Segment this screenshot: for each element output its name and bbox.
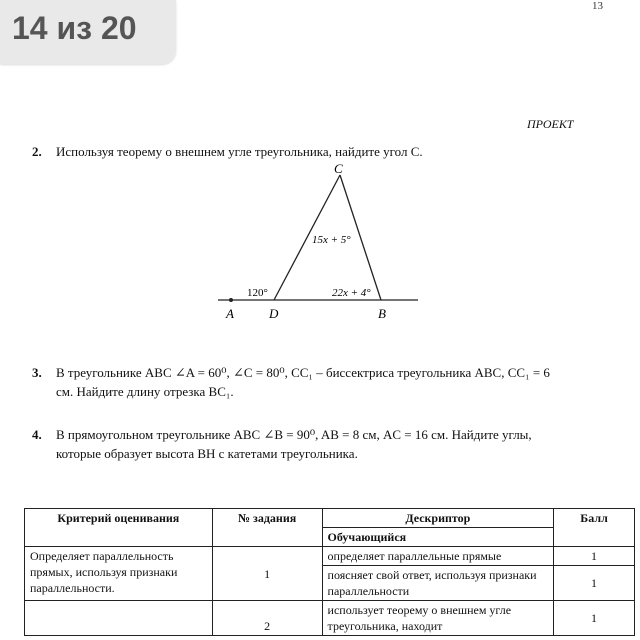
table-row <box>25 601 635 636</box>
page-counter-badge <box>0 0 176 64</box>
row-1-descriptor-1: определяет параллельные прямые <box>322 547 554 566</box>
subheader-student: Обучающийся <box>322 528 554 547</box>
page-counter-text: 14 из 20 <box>12 10 137 46</box>
task-2-text: Используя теорему о внешнем угле треугольника, найдите угол C. <box>56 144 423 159</box>
row-2-score-1: 1 <box>554 601 635 636</box>
row-1-task: 1 <box>212 547 322 601</box>
project-label: ПРОЕКТ <box>527 117 574 131</box>
label-b: B <box>378 306 386 321</box>
criteria-table <box>24 508 635 636</box>
row-1-descriptor-2: поясняет свой ответ, используя признаки параллельности <box>322 566 554 601</box>
row-2-criterion <box>25 601 213 636</box>
label-exterior-angle: 120° <box>247 287 268 299</box>
triangle-diagram <box>218 155 418 325</box>
row-2-descriptor-1: использует теорему о внешнем угле треугольника, находит <box>322 601 554 636</box>
row-1-score-1: 1 <box>554 547 635 566</box>
label-c: C <box>334 161 343 176</box>
label-base-angle: 22x + 4° <box>332 287 371 299</box>
point-a-dot <box>229 298 233 302</box>
label-d: D <box>269 306 279 321</box>
table-header-row <box>25 509 635 528</box>
row-1-score-2: 1 <box>554 566 635 601</box>
task-3-line-1: В треугольнике ABC ∠A = 60⁰, ∠C = 80⁰, CC₁ – биссектриса треугольника ABC, CC₁ = 6 <box>56 365 550 380</box>
header-task: № задания <box>212 509 322 547</box>
label-a: A <box>226 306 234 321</box>
header-criterion: Критерий оценивания <box>25 509 213 547</box>
row-1-criterion: Определяет параллельность прямых, используя признаки параллельности. <box>25 547 213 601</box>
task-3-number: 3. <box>32 365 42 380</box>
task-4-line-2: которые образует высота BH с катетами треугольника. <box>56 446 358 461</box>
header-score: Балл <box>554 509 635 547</box>
task-4-number: 4. <box>32 427 42 442</box>
label-top-angle: 15x + 5° <box>312 234 351 246</box>
task-2-number: 2. <box>32 144 42 159</box>
row-2-task: 2 <box>212 601 322 636</box>
task-3-line-2: см. Найдите длину отрезка BC₁. <box>56 384 234 399</box>
table-row <box>25 547 635 566</box>
header-descriptor: Дескриптор <box>322 509 554 528</box>
page-number: 13 <box>592 0 603 12</box>
task-4-line-1: В прямоугольном треугольнике ABC ∠B = 90⁰, AB = 8 см, AC = 16 см. Найдите углы, <box>56 427 532 442</box>
